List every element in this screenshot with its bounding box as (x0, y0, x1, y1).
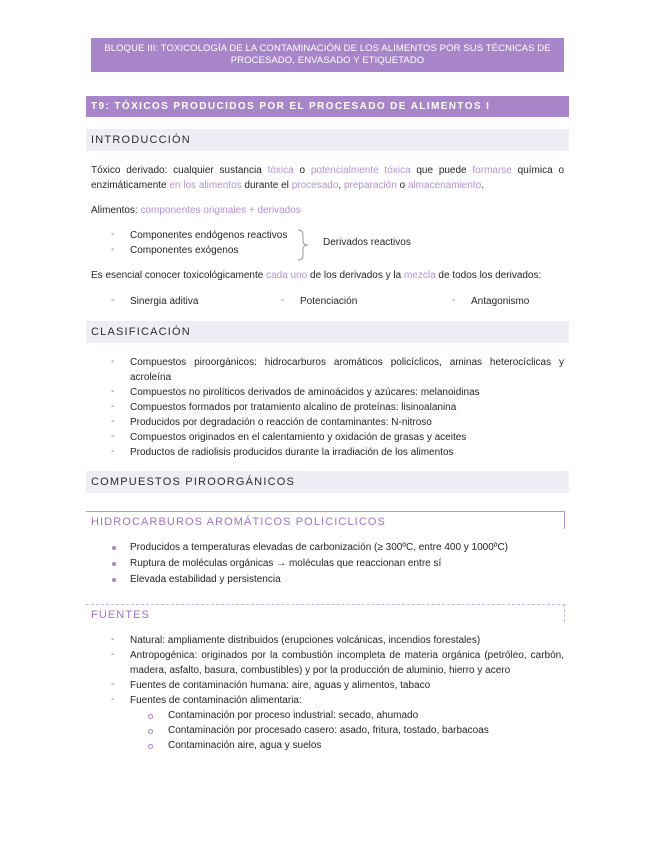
section-heading-clasificacion: CLASIFICACIÓN (86, 321, 569, 343)
list-dash: - (111, 229, 115, 240)
hap-item-2: Ruptura de moléculas orgánicas → moléculas que reaccionan entre sí (130, 558, 442, 569)
list-dash: - (111, 416, 115, 427)
bullet-icon (112, 578, 116, 582)
effect-item-2: Potenciación (300, 296, 358, 307)
hap-item-3: Elevada estabilidad y persistencia (130, 574, 281, 585)
fuentes-item-3: Fuentes de contaminación humana: aire, aguas y alimentos, tabaco (130, 680, 431, 691)
list-dash: - (111, 634, 115, 645)
component-item-1: Componentes endógenos reactivos (130, 230, 288, 241)
list-dash: - (452, 295, 456, 306)
circle-bullet-icon (148, 714, 153, 719)
list-dash: - (111, 446, 115, 457)
fuentes-item-1: Natural: ampliamente distribuidos (erupciones volcánicas, incendios forestales) (130, 635, 481, 646)
list-dash: - (281, 295, 285, 306)
banner-line-2: PROCESADO, ENVASADO Y ETIQUETADO (230, 55, 425, 66)
subsection-heading-fuentes: FUENTES (86, 604, 565, 622)
derivados-reactivos-label: Derivados reactivos (323, 237, 411, 248)
clasificacion-item-5: Compuestos originados en el calentamiento y oxidación de grasas y aceites (130, 432, 467, 443)
circle-bullet-icon (148, 729, 153, 734)
fuentes-subitem-3: Contaminación aire, agua y suelos (168, 740, 322, 751)
bullet-icon (112, 562, 116, 566)
list-dash: - (111, 679, 115, 690)
hap-item-1: Producidos a temperaturas elevadas de carbonización (≥ 300ºC, entre 400 y 1000ºC) (130, 542, 509, 553)
fuentes-item-2: Antropogénica: originados por la combustión incompleta de materia orgánica (petróleo, carbón, madera, asfalto, basura, combustibles) y por la producción de aluminio, hierro y acero (130, 650, 564, 676)
clasificacion-item-6: Productos de radiolisis producidos durante la irradiación de los alimentos (130, 447, 454, 458)
list-dash: - (111, 694, 115, 705)
clasificacion-item-3: Compuestos formados por tratamiento alcalino de proteínas: lisinoalanina (130, 402, 457, 413)
list-dash: - (111, 401, 115, 412)
fuentes-subitem-2: Contaminación por procesado casero: asado, fritura, tostado, barbacoas (168, 725, 489, 736)
banner-line-1: BLOQUE III: TOXICOLOGÍA DE LA CONTAMINACIÓN DE LOS ALIMENTOS POR SUS TÉCNICAS DE (104, 43, 551, 54)
list-dash: - (111, 356, 115, 367)
effect-item-1: Sinergia aditiva (130, 296, 199, 307)
effect-item-3: Antagonismo (471, 296, 530, 307)
list-dash: - (111, 431, 115, 442)
curly-brace-icon (297, 229, 311, 261)
clasificacion-item-1: Compuestos piroorgánicos: hidrocarburos aromáticos policíclicos, aminas heterocíclicas y acroleína (130, 357, 564, 383)
clasificacion-item-4: Producidos por degradación o reacción de contaminantes: N-nitroso (130, 417, 432, 428)
circle-bullet-icon (148, 744, 153, 749)
topic-title: T9: TÓXICOS PRODUCIDOS POR EL PROCESADO DE ALIMENTOS I (86, 96, 569, 117)
alimentos-line: Alimentos: componentes originales + derivados (91, 205, 301, 216)
section-heading-piroorganicos: COMPUESTOS PIROORGÁNICOS (86, 471, 569, 493)
section-heading-introduccion: INTRODUCCIÓN (86, 129, 569, 151)
intro-paragraph-2: Es esencial conocer toxicológicamente cada uno de los derivados y la mezcla de todos los derivados: (91, 270, 542, 281)
fuentes-subitem-1: Contaminación por proceso industrial: secado, ahumado (168, 710, 419, 721)
list-dash: - (111, 386, 115, 397)
block-banner (91, 38, 564, 72)
bullet-icon (112, 546, 116, 550)
subsection-heading-hap: HIDROCARBUROS AROMÁTICOS POLICICLICOS (86, 511, 565, 529)
list-dash: - (111, 295, 115, 306)
fuentes-item-4: Fuentes de contaminación alimentaria: (130, 695, 302, 706)
list-dash: - (111, 244, 115, 255)
list-dash: - (111, 649, 115, 660)
clasificacion-item-2: Compuestos no pirolíticos derivados de aminoácidos y azúcares: melanoidinas (130, 387, 480, 398)
intro-paragraph-1: Tóxico derivado: cualquier sustancia tóxica o potencialmente tóxica que puede formarse química o enzimáticamente en los alimentos durante el procesado, preparación o almacenamiento. (91, 165, 565, 191)
component-item-2: Componentes exógenos (130, 245, 239, 256)
